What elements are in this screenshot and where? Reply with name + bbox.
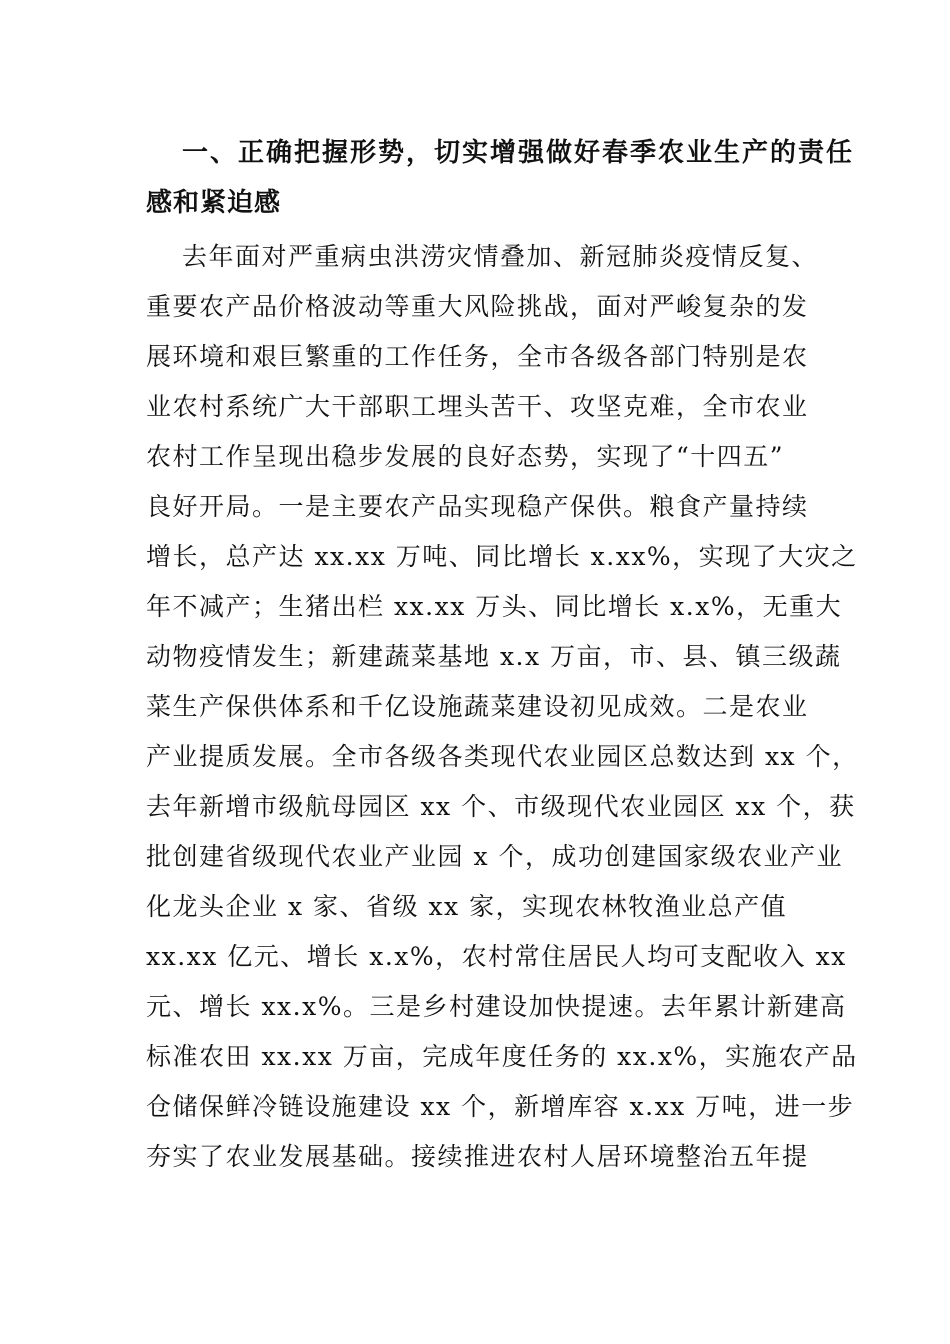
paragraph-line: 仓储保鲜冷链设施建设 xx 个，新增库容 x.xx 万吨，进一步 xyxy=(146,1092,855,1121)
paragraph-line: 年不减产；生猪出栏 xx.xx 万头、同比增长 x.x%，无重大 xyxy=(146,592,843,621)
paragraph-line: 菜生产保供体系和千亿设施蔬菜建设初见成效。二是农业 xyxy=(146,692,809,721)
paragraph-line: 产业提质发展。全市各级各类现代农业园区总数达到 xx 个， xyxy=(146,742,859,771)
document-body xyxy=(146,128,859,1182)
paragraph-line: xx.xx 亿元、增长 x.x%，农村常住居民人均可支配收入 xx xyxy=(146,942,847,971)
paragraph-line: 动物疫情发生；新建蔬菜基地 x.x 万亩，市、县、镇三级蔬 xyxy=(146,642,842,671)
paragraph-line: 重要农产品价格波动等重大风险挑战，面对严峻复杂的发 xyxy=(146,292,809,321)
section-heading xyxy=(146,128,855,228)
paragraph-line: 去年面对严重病虫洪涝灾情叠加、新冠肺炎疫情反复、 xyxy=(182,242,819,271)
heading-line: 感和紧迫感 xyxy=(146,188,282,218)
paragraph-line: 批创建省级现代农业产业园 x 个，成功创建国家级农业产业 xyxy=(146,842,843,871)
body-paragraph xyxy=(146,232,859,1182)
paragraph-line: 夯实了农业发展基础。接续推进农村人居环境整治五年提 xyxy=(146,1142,809,1171)
paragraph-line: 增长，总产达 xx.xx 万吨、同比增长 x.xx%，实现了大灾之 xyxy=(146,542,858,571)
paragraph-line: 去年新增市级航母园区 xx 个、市级现代农业园区 xx 个，获 xyxy=(146,792,856,821)
paragraph-line: 标准农田 xx.xx 万亩，完成年度任务的 xx.x%，实施农产品 xyxy=(146,1042,858,1071)
paragraph-line: 化龙头企业 x 家、省级 xx 家，实现农林牧渔业总产值 xyxy=(146,892,788,921)
paragraph-line: 元、增长 xx.x%。三是乡村建设加快提速。去年累计新建高 xyxy=(146,992,847,1021)
paragraph-line: 良好开局。一是主要农产品实现稳产保供。粮食产量持续 xyxy=(146,492,809,521)
paragraph-line: 农村工作呈现出稳步发展的良好态势，实现了“十四五” xyxy=(146,442,785,471)
paragraph-line: 展环境和艰巨繁重的工作任务，全市各级各部门特别是农 xyxy=(146,342,809,371)
paragraph-line: 业农村系统广大干部职工埋头苦干、攻坚克难，全市农业 xyxy=(146,392,809,421)
heading-line: 一、正确把握形势，切实增强做好春季农业生产的责任 xyxy=(182,138,855,168)
